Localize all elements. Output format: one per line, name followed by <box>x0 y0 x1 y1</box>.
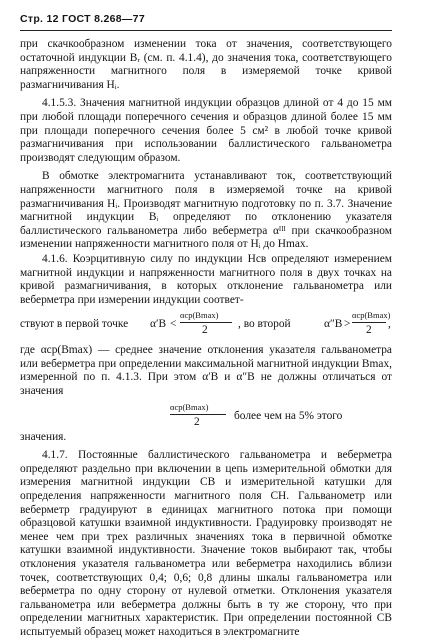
page-content <box>20 38 392 641</box>
fraction-bar <box>180 322 232 323</box>
formula2-tail: более чем на 5% этого <box>234 409 343 422</box>
formula-rhs: α″B <box>324 318 343 331</box>
fraction-bar <box>352 322 386 323</box>
tolerance-formula <box>20 401 392 431</box>
inequality-formula <box>20 309 392 339</box>
formula-end: , <box>388 318 391 331</box>
paragraph-4-1-5-3: 4.1.5.3. Значения магнитной индукции образцов длиной от 4 до 15 мм при любой площади поперечного сечения и образцов длиной более 15 мм при площади поперечного сечения более 5 см² в любой точке кривой размагничивания при использовании баллистического гальванометра производят следующим образом. <box>20 97 392 164</box>
formula-lhs: α′B <box>150 318 167 331</box>
paragraph-4-1-6: 4.1.6. Коэрцитивную силу по индукции Hсв определяют измерением магнитной индукции и напряженности магнитного поля в двух точках на кривой размагничивания, в которых отклонение гальванометра или веберметра при измерении индукции соответ- <box>20 252 392 306</box>
where-definition: где αср(Bmax) — среднее значение отклонения указателя гальванометра или веберметра при определении максимальной магнитной индукции Bmax, измеренной по п. 4.1.3. При этом α′B и α″B не должны отличаться от значения <box>20 344 392 398</box>
formula-den1: 2 <box>202 324 208 337</box>
formula-sep: , во второй <box>238 318 291 331</box>
paragraph-4-1-7: 4.1.7. Постоянные баллистического гальванометра и веберметра определяют раздельно при включении в цепь измерительной обмотки для измерения магнитной индукции CB и измерительной катушки для определения напряженности магнитного поля CH. Гальванометр или веберметр градуируют в единицах магнитного потока при помощи образцовой катушки взаимной индуктивности. Градуировку производят не менее чем при трех различных значениях тока в первичной обмотке катушки взаимной индуктивности. Значение токов выбирают так, чтобы отклонения указателя гальванометра или веберметра находились вблизи точек, соответствующих 0,4; 0,6; 0,8 длины шкалы гальванометра или веберметра по одну сторону от нулевой отметки. Отклонения указателя гальванометра или веберметра должны быть в ту же сторону, что при определении магнитных характеристик. При определении постоянной CB испытуемый образец может находиться в электромагните <box>20 449 392 638</box>
formula-num2: αср(Bmax) <box>352 310 391 321</box>
formula-num1: αср(Bmax) <box>180 310 219 321</box>
formula2-den: 2 <box>194 415 200 428</box>
formula-den2: 2 <box>366 324 372 337</box>
after-formula: значения. <box>20 430 67 443</box>
fraction-bar <box>170 414 226 415</box>
formula-rel2: > <box>344 318 351 331</box>
formula-rel1: < <box>170 318 177 331</box>
header-rule <box>20 30 392 31</box>
formula-lead: ствуют в первой точке <box>20 318 129 331</box>
formula2-num: αср(Bmax) <box>170 401 209 412</box>
page-header: Стр. 12 ГОСТ 8.268—77 <box>20 13 145 25</box>
paragraph-continuation: при скачкообразном изменении тока от значения, соответствующего остаточной индукции Bᵣ (см. п. 4.1.4), до значения тока, соответствующего напряженности магнитного поля в измеряемой точке кривой размагничивания Hᵢ. <box>20 38 392 91</box>
paragraph-magnet-current: В обмотке электромагнита устанавливают ток, соответствующий напряженности магнитного поля в измеряемой точке на кривой размагничивания Hᵢ. Производят магнитную подготовку по п. 3.7. Значение магнитной индукции Bᵢ определяют по отклонению указателя баллистического гальванометра либо веберметра αᴵᴵᴵ при скачкообразном изменении напряженности магнитного поля от Hᵢ до Hmax. <box>20 170 392 251</box>
